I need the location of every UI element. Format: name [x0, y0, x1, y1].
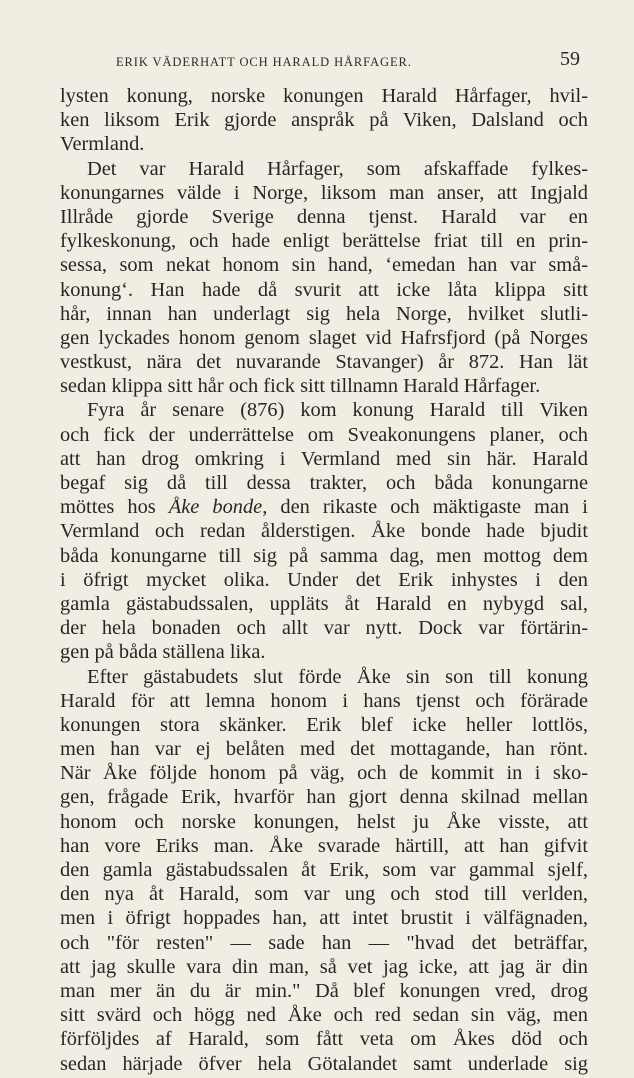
- text-line: konungen stora skänker. Erik blef icke heller lottlös,: [60, 713, 588, 736]
- italic-name: Åke bonde: [168, 496, 263, 519]
- body-text: [60, 84, 588, 1076]
- text-line: Illråde gjorde Sverige denna tjenst. Harald var en: [60, 205, 588, 228]
- text-line: man mer än du är min." Då blef konungen vred, drog: [60, 979, 588, 1002]
- text-line: Efter gästabudets slut förde Åke sin son till konung: [87, 665, 588, 688]
- text-line: sitt svärd och högg ned Åke och red sedan sin väg, men: [60, 1004, 588, 1027]
- text-line: konungarnes välde i Norge, liksom man anser, att Ingjald: [60, 181, 588, 204]
- text-line: den gamla gästabudssalen åt Erik, som var gammal sjelf,: [60, 859, 588, 881]
- text-line: vestkust, nära det nuvarande Stavanger) år 872. Han lät: [60, 351, 588, 374]
- text-line: sessa, som nekat honom sin hand, ‘emedan han var små-: [60, 254, 588, 277]
- text-line: båda konungarne till sig på samma dag, men mottog dem: [60, 544, 588, 567]
- text-line: der hela bonaden och allt var nytt. Dock var förtärin-: [60, 617, 588, 640]
- running-title: ERIK VÄDERHATT OCH HARALD HÅRFAGER.: [116, 55, 412, 69]
- text-line: fylkeskonung, och hade enligt berättelse friat till en prin-: [60, 230, 588, 253]
- text-line: och fick der underrättelse om Sveakonungens planer, och: [60, 423, 588, 446]
- text-line: men han var ej belåten med det mottagande, han rönt.: [60, 738, 588, 761]
- text-line: begaf sig då till dessa trakter, och båda konungarne: [60, 472, 588, 494]
- text-line: gen, frågade Erik, hvarför han gjort denna skilnad mellan: [60, 786, 588, 809]
- text-line: förföljdes af Harald, som fått veta om Åkes död och: [60, 1028, 588, 1051]
- text-line: honom och norske konungen, helst ju Åke visste, att: [60, 810, 588, 833]
- text-line: och "för resten" — sade han — "hvad det beträffar,: [60, 931, 588, 954]
- text-line: Fyra år senare (876) kom konung Harald till Viken: [87, 399, 588, 422]
- text-line: att han drog omkring i Vermland med sin här. Harald: [60, 447, 588, 470]
- text-line: Vermland och redan ålderstigen. Åke bonde hade bjudit: [60, 520, 588, 543]
- page-number: 59: [560, 48, 580, 70]
- text-line: Det var Harald Hårfager, som afskaffade fylkes-: [87, 157, 588, 180]
- text-line: gen på båda ställena lika.: [60, 641, 266, 664]
- text-line: sedan härjade öfver hela Götalandet samt underlade sig: [60, 1052, 588, 1075]
- text-line: När Åke följde honom på väg, och de kommit in i sko-: [60, 762, 588, 785]
- text-line: han vore Eriks man. Åke svarade härtill, att han gifvit: [60, 834, 588, 857]
- text-line: Harald för att lemna honom i hans tjenst och förärade: [60, 689, 588, 712]
- text-line: att jag skulle vara din man, så vet jag icke, att jag är din: [60, 955, 588, 978]
- text-fragment: , den rikaste och mäktigaste man i: [262, 496, 588, 519]
- text-line: den nya åt Harald, som var ung och stod till verlden,: [60, 883, 588, 906]
- text-line: Vermland.: [60, 133, 145, 156]
- text-line: sedan klippa sitt hår och fick sitt tillnamn Harald Hårfager.: [60, 375, 541, 398]
- text-line: möttes hos Åke bonde, den rikaste och mäktigaste man i: [60, 496, 588, 519]
- text-line: ken liksom Erik gjorde anspråk på Viken, Dalsland och: [60, 109, 588, 132]
- text-line: gamla gästabudssalen, uppläts åt Harald en nybygd sal,: [60, 592, 588, 615]
- text-line: konung‘. Han hade då svurit att icke låta klippa sitt: [60, 278, 588, 301]
- text-line: gen lyckades honom genom slaget vid Hafrsfjord (på Norges: [60, 326, 588, 349]
- text-line: men i öfrigt hoppades han, att intet brustit i välfägnaden,: [60, 907, 588, 930]
- text-line: hår, innan han underlagt sig hela Norge, hvilket slutli-: [60, 302, 588, 325]
- text-line: lysten konung, norske konungen Harald Hårfager, hvil-: [60, 85, 588, 107]
- text-line: i öfrigt mycket olika. Under det Erik inhystes i den: [60, 568, 588, 591]
